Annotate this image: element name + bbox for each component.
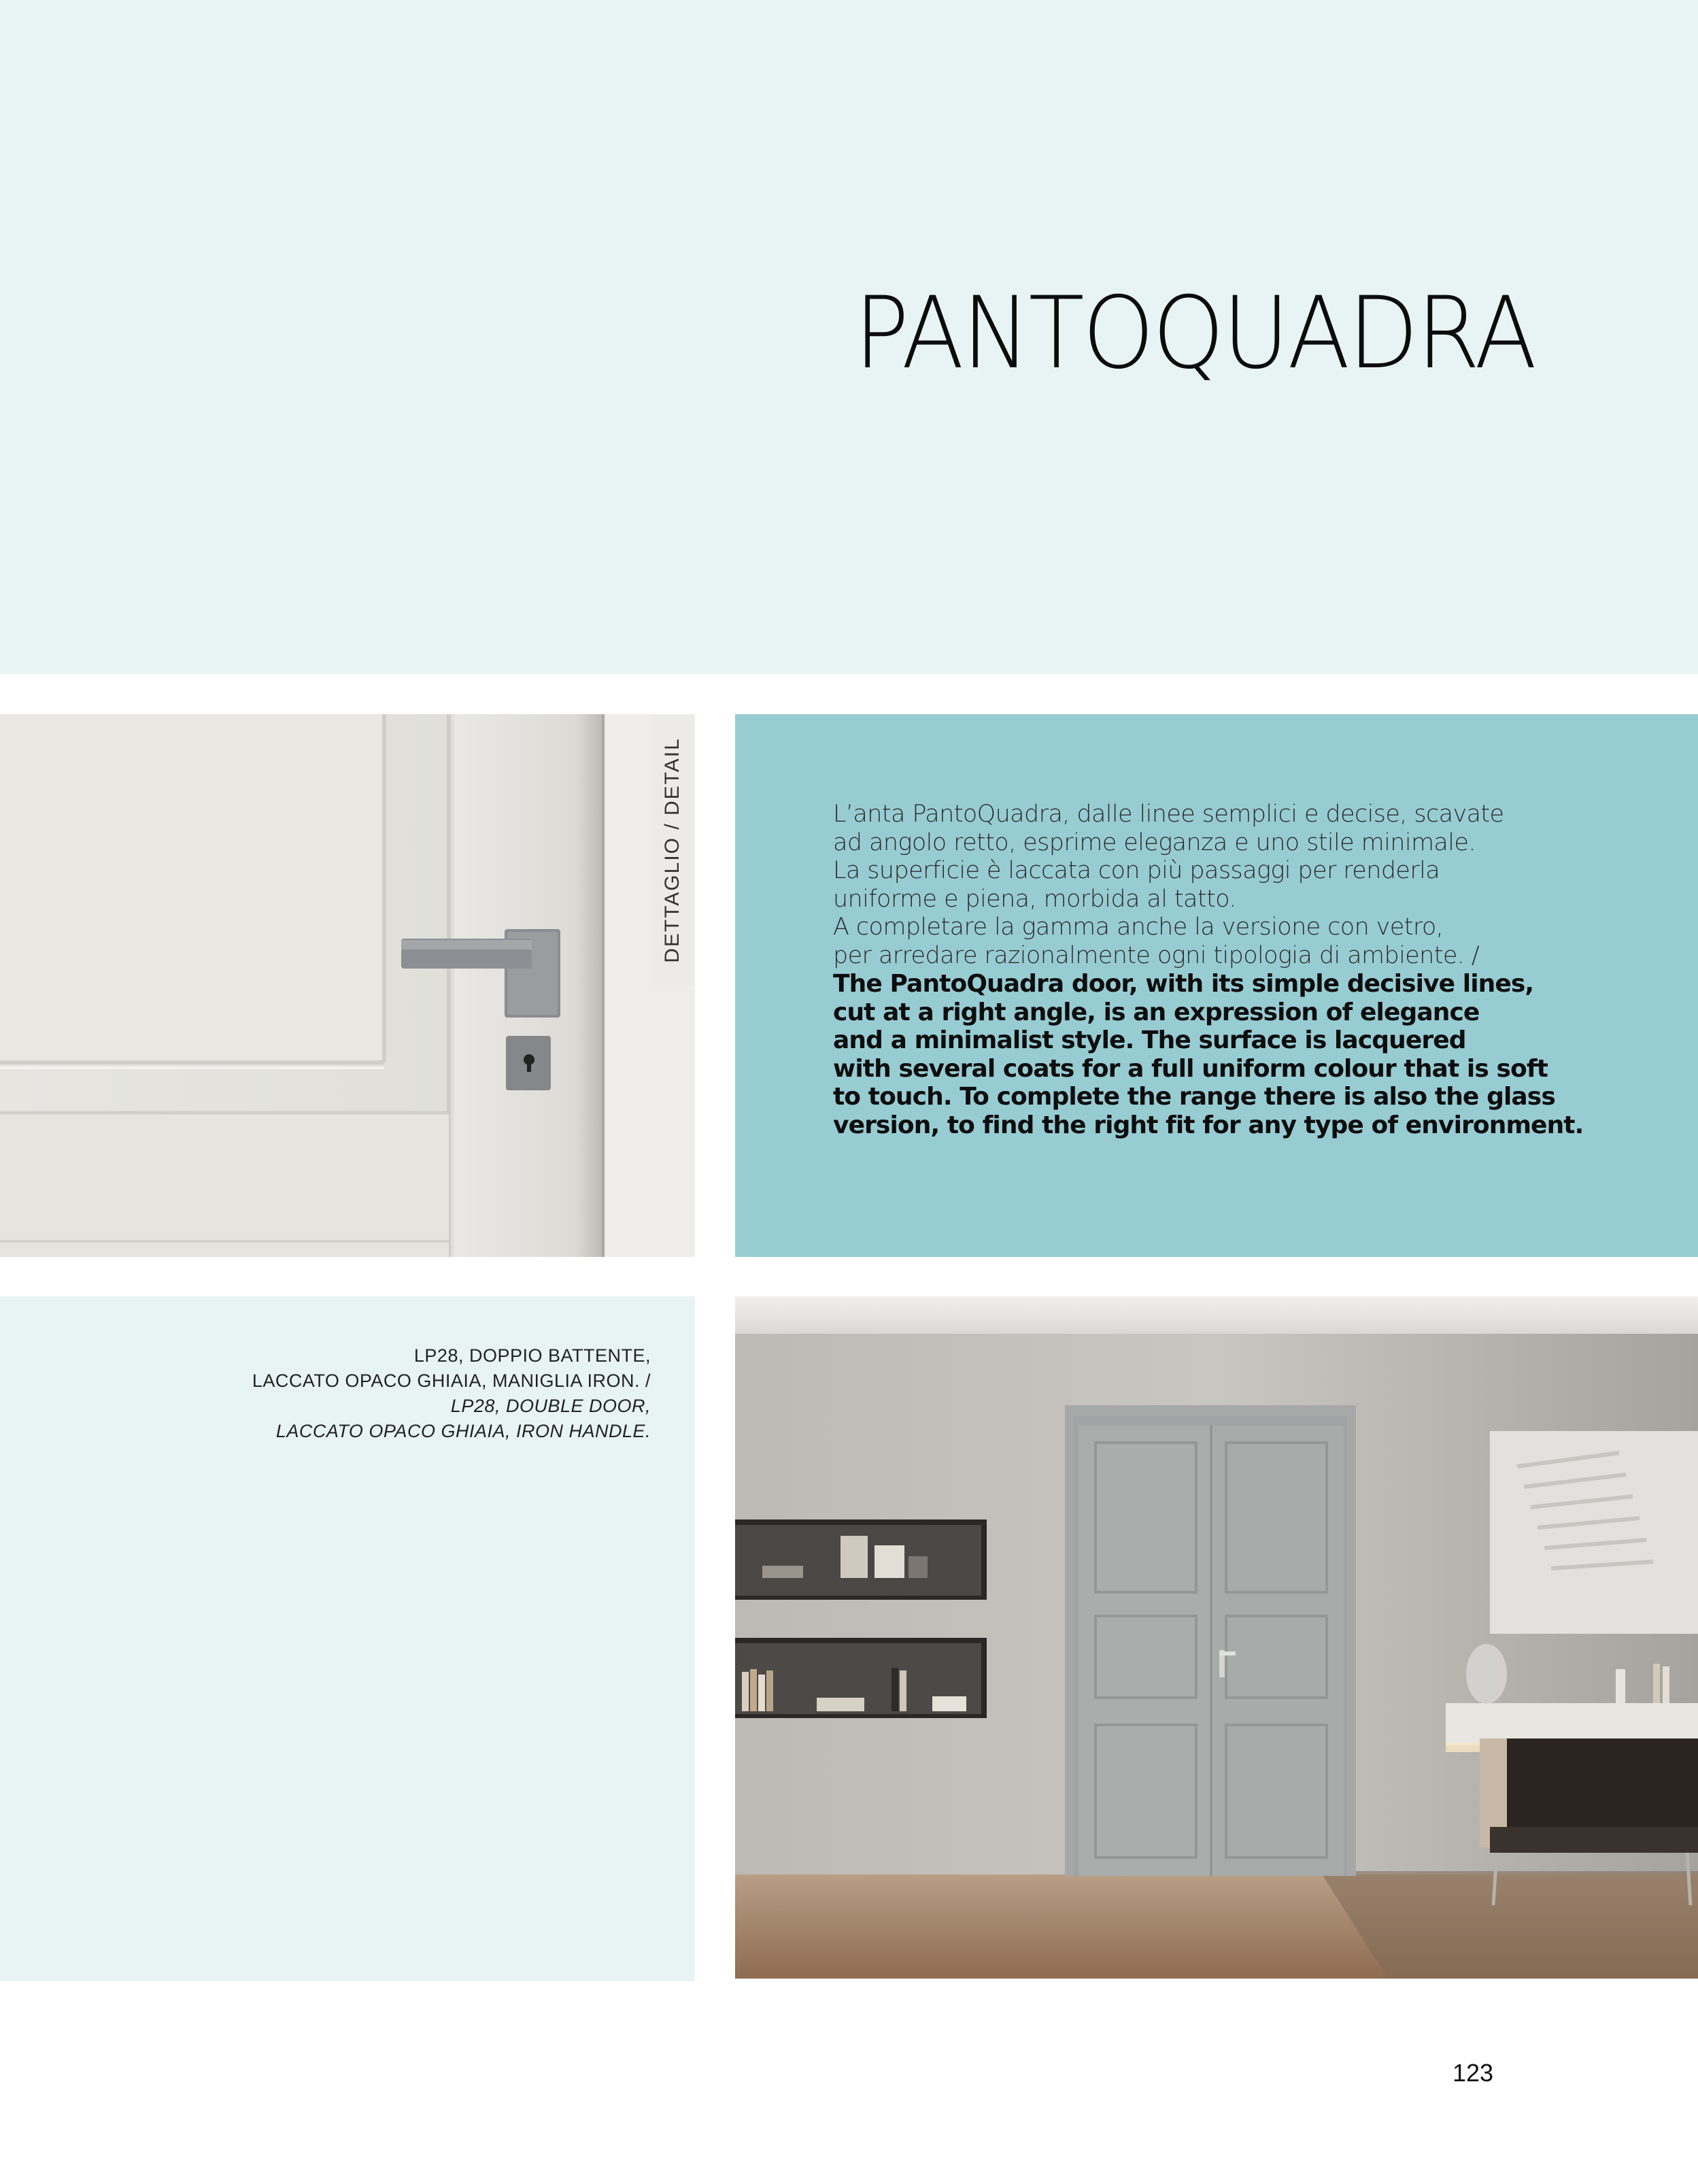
- english-line: cut at a right angle, is an expression of elegance: [833, 998, 1480, 1026]
- door-handle-detail-photo: [0, 714, 695, 1257]
- caption-line: LP28, DOPPIO BATTENTE,: [413, 1345, 651, 1366]
- product-caption: [252, 1343, 651, 1444]
- caption-line-english: LACCATO OPACO GHIAIA, IRON HANDLE.: [275, 1421, 651, 1441]
- italian-line: A completare la gamma anche la versione con vetro,: [833, 913, 1444, 941]
- italian-line: La superficie è laccata con più passaggi per renderla: [833, 857, 1440, 884]
- caption-line-english: LP28, DOUBLE DOOR,: [450, 1396, 651, 1416]
- double-door-room-photo: [735, 1296, 1698, 1979]
- italian-line: uniforme e piena, morbida al tatto.: [833, 885, 1236, 913]
- english-line: to touch. To complete the range there is also the glass: [833, 1083, 1555, 1111]
- english-line: with several coats for a full uniform colour that is soft: [833, 1054, 1548, 1083]
- description-english: [833, 970, 1584, 1139]
- detail-label: DETTAGLIO / DETAIL: [661, 737, 683, 963]
- description-text: [833, 801, 1584, 1139]
- english-line: version, to find the right fit for any type of environment.: [833, 1111, 1584, 1139]
- italian-line: ad angolo retto, esprime eleganza e uno stile minimale.: [833, 828, 1476, 856]
- caption-line: LACCATO OPACO GHIAIA, MANIGLIA IRON. /: [252, 1371, 651, 1391]
- italian-line: per arredare razionalmente ogni tipologia di ambiente. /: [833, 941, 1480, 969]
- english-line: The PantoQuadra door, with its simple decisive lines,: [833, 970, 1534, 998]
- italian-line: L’anta PantoQuadra, dalle linee semplici e decise, scavate: [833, 801, 1504, 828]
- page-title: PANTOQUADRA: [853, 275, 1535, 391]
- description-italian: [833, 801, 1567, 970]
- page-number: 123: [1453, 2059, 1494, 2087]
- english-line: and a minimalist style. The surface is lacquered: [833, 1026, 1466, 1054]
